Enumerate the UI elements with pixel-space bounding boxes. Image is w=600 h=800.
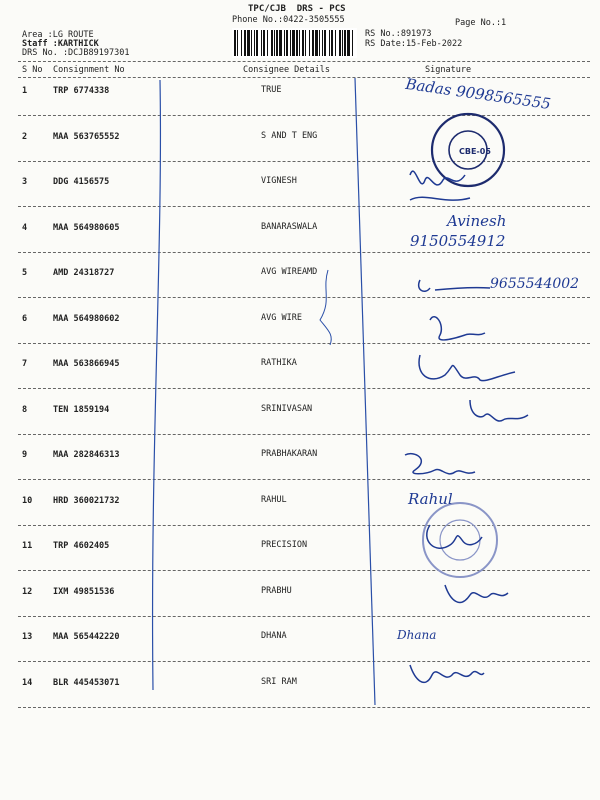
column-header-sno: S No	[22, 65, 43, 75]
signature-row-4-name: Avinesh	[447, 212, 507, 230]
row-consignee: PRABHU	[261, 586, 292, 596]
row-consignment-no: MAA 563765552	[53, 132, 120, 142]
row-consignment-no: TRP 6774338	[53, 86, 110, 96]
row-sno: 14	[22, 678, 33, 688]
signature-row-11	[427, 525, 482, 548]
company-stamp-1	[432, 114, 504, 186]
row-consignment-no: MAA 563866945	[53, 359, 120, 369]
row-consignee: BANARASWALA	[261, 222, 318, 232]
row-consignee: SRINIVASAN	[261, 404, 313, 414]
row-sno: 13	[22, 632, 33, 642]
row-sno: 2	[22, 132, 28, 142]
row-consignee: TRUE	[261, 85, 282, 95]
phone-number: Phone No.:0422-3505555	[232, 15, 345, 25]
row-consignment-no: MAA 564980605	[53, 223, 120, 233]
row-consignee: RATHIKA	[261, 358, 297, 368]
row-consignment-no: MAA 282846313	[53, 450, 120, 460]
column-header-consignee: Consignee Details	[243, 65, 330, 75]
signature-row-1-text: Badas 9098565555	[404, 74, 552, 114]
signature-row-14	[410, 665, 484, 682]
row-consignee: AVG WIRE	[261, 313, 302, 323]
row-sno: 9	[22, 450, 28, 460]
column-header-signature: Signature	[425, 65, 472, 75]
row-consignee: SRI RAM	[261, 677, 297, 687]
drs-number: DRS No. :DCJB89197301	[22, 48, 130, 58]
signature-row-5-initials	[419, 280, 490, 291]
row-sno: 11	[22, 541, 33, 551]
rs-date: RS Date:15-Feb-2022	[365, 39, 463, 49]
row-consignee: PRABHAKARAN	[261, 449, 318, 459]
svg-text:CBE-05: CBE-05	[459, 147, 491, 156]
row-sno: 7	[22, 359, 28, 369]
pen-column-line-left	[153, 80, 161, 690]
signature-row-8	[470, 400, 528, 421]
row-sno: 8	[22, 405, 28, 415]
signature-row-5-phone: 9655544002	[490, 276, 580, 292]
row-sno: 10	[22, 496, 33, 506]
row-consignee: DHANA	[261, 631, 287, 641]
pen-brace	[320, 270, 331, 345]
row-consignment-no: TEN 1859194	[53, 405, 110, 415]
pen-column-line-right	[355, 78, 375, 705]
row-consignment-no: BLR 445453071	[53, 678, 120, 688]
row-consignment-no: DDG 4156575	[53, 177, 110, 187]
row-consignee: AVG WIREAMD	[261, 267, 318, 277]
row-consignee: PRECISION	[261, 540, 308, 550]
column-header-consignment: Consignment No	[53, 65, 125, 75]
row-sno: 5	[22, 268, 28, 278]
row-consignment-no: TRP 4602405	[53, 541, 110, 551]
row-consignee: RAHUL	[261, 495, 287, 505]
company-stamp-2	[423, 503, 497, 577]
row-sno: 12	[22, 587, 33, 597]
area-label: Area :LG ROUTE	[22, 30, 94, 40]
row-consignment-no: HRD 360021732	[53, 496, 120, 506]
row-consignee: S AND T ENG	[261, 131, 318, 141]
signature-row-12	[445, 585, 508, 602]
signature-row-10-text: Rahul	[408, 490, 453, 508]
row-consignment-no: MAA 565442220	[53, 632, 120, 642]
row-sno: 1	[22, 86, 28, 96]
page-number: Page No.:1	[455, 18, 507, 28]
signature-row-6	[430, 317, 485, 340]
row-sno: 3	[22, 177, 28, 187]
document-title: TPC/CJB DRS - PCS	[248, 4, 346, 14]
signature-row-4-phone: 9150554912	[410, 232, 506, 250]
signature-row-13-text: Dhana	[397, 628, 437, 642]
rs-number: RS No.:891973	[365, 29, 432, 39]
row-consignee: VIGNESH	[261, 176, 297, 186]
row-sno: 4	[22, 223, 28, 233]
row-consignment-no: IXM 49851536	[53, 587, 115, 597]
signature-row-7	[419, 355, 515, 381]
staff-label: Staff :KARTHICK	[22, 39, 99, 49]
row-consignment-no: AMD 24318727	[53, 268, 115, 278]
row-consignment-no: MAA 564980602	[53, 314, 120, 324]
signature-row-9	[405, 454, 475, 474]
row-sno: 6	[22, 314, 28, 324]
